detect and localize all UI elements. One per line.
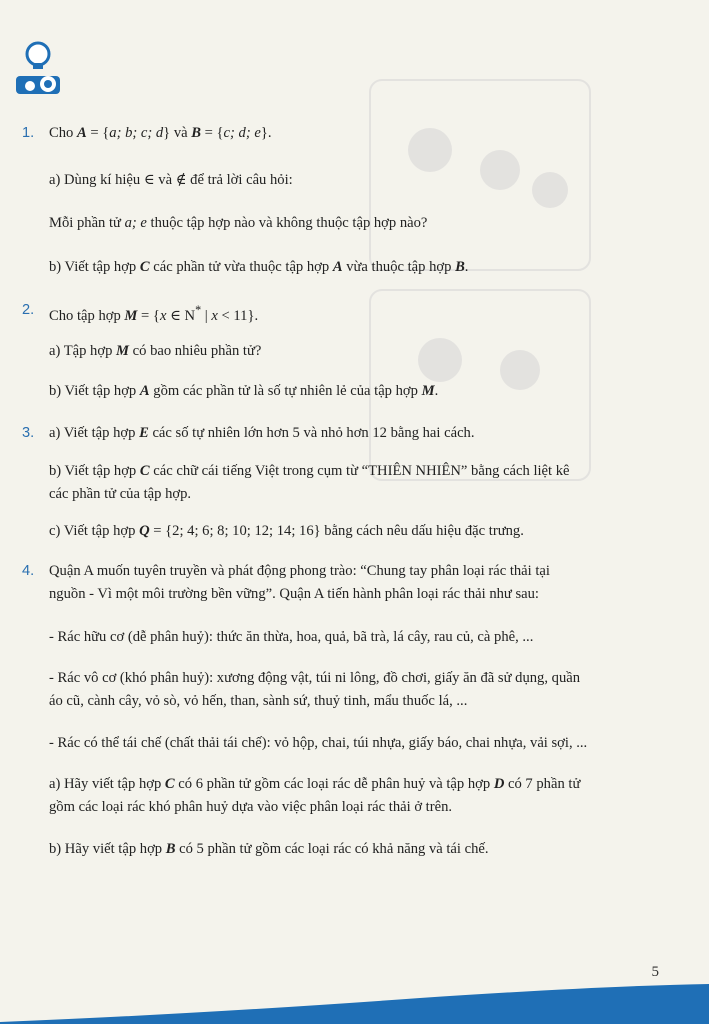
question-4-number: 4. (22, 563, 35, 579)
question-2b: b) Viết tập hợp A gồm các phần tử là số tự nhiên lẻ của tập hợp M. (49, 383, 439, 399)
question-3a: a) Viết tập hợp E các số tự nhiên lớn hơn 5 và nhỏ hơn 12 bằng hai cách. (49, 425, 475, 441)
question-3c: c) Viết tập hợp Q = {2; 4; 6; 8; 10; 12; 14; 16} bằng cách nêu dấu hiệu đặc trưng. (49, 523, 524, 539)
question-3b-line-1: b) Viết tập hợp C các chữ cái tiếng Việt trong cụm từ “THIÊN NHIÊN” bằng cách liệt kê (49, 463, 570, 479)
question-2-number: 2. (22, 302, 35, 318)
question-1-stem: Cho A = {a; b; c; d} và B = {c; d; e}. (49, 125, 272, 141)
question-1a-line-1: a) Dùng kí hiệu ∈ và ∉ để trả lời câu hỏi: (49, 172, 293, 188)
question-1b: b) Viết tập hợp C các phần tử vừa thuộc tập hợp A vừa thuộc tập hợp B. (49, 259, 469, 275)
question-4a-line-1: a) Hãy viết tập hợp C có 6 phần tử gồm các loại rác dễ phân huỷ và tập hợp D có 7 phần tử (49, 776, 581, 792)
question-4-bullet-2-line-2: áo cũ, cành cây, vỏ sò, vỏ hến, than, sành sứ, thuỷ tinh, mẩu thuốc lá, ... (49, 693, 468, 709)
question-4-bullet-3: - Rác có thể tái chế (chất thải tái chế): vỏ hộp, chai, túi nhựa, giấy báo, chai nhựa, vải sợi, ... (49, 735, 588, 751)
question-4-line-1: Quận A muốn tuyên truyền và phát động phong trào: “Chung tay phân loại rác thải tại (49, 563, 550, 579)
question-2-stem: Cho tập hợp M = {x ∈ N* | x < 11}. (49, 303, 259, 324)
question-4b: b) Hãy viết tập hợp B có 5 phần tử gồm các loại rác có khả năng và tái chế. (49, 841, 489, 857)
question-1a-line-2: Mỗi phần tử a; e thuộc tập hợp nào và không thuộc tập hợp nào? (49, 215, 428, 231)
question-3-number: 3. (22, 425, 35, 441)
question-4-bullet-2-line-1: - Rác vô cơ (khó phân huỷ): xương động vật, túi ni lông, đồ chơi, giấy ăn đã sử dụng, quần (49, 670, 581, 686)
question-4-line-2: nguồn - Vì một môi trường bền vững”. Quận A tiến hành phân loại rác thải như sau: (49, 586, 539, 602)
question-4a-line-2: gồm các loại rác khó phân huỷ dựa vào việc phân loại rác thải ở trên. (49, 799, 453, 815)
bottom-wave-decoration (0, 964, 709, 1024)
question-2a: a) Tập hợp M có bao nhiêu phần tử? (49, 343, 262, 359)
gear-lightbulb-icon (16, 40, 62, 96)
question-3b-line-2: các phần tử của tập hợp. (49, 486, 192, 502)
question-4-bullet-1: - Rác hữu cơ (dễ phân huỷ): thức ăn thừa, hoa, quả, bã trà, lá cây, rau củ, cà phê, ... (49, 629, 534, 645)
page-number: 5 (651, 964, 659, 980)
question-1-number: 1. (22, 125, 35, 141)
